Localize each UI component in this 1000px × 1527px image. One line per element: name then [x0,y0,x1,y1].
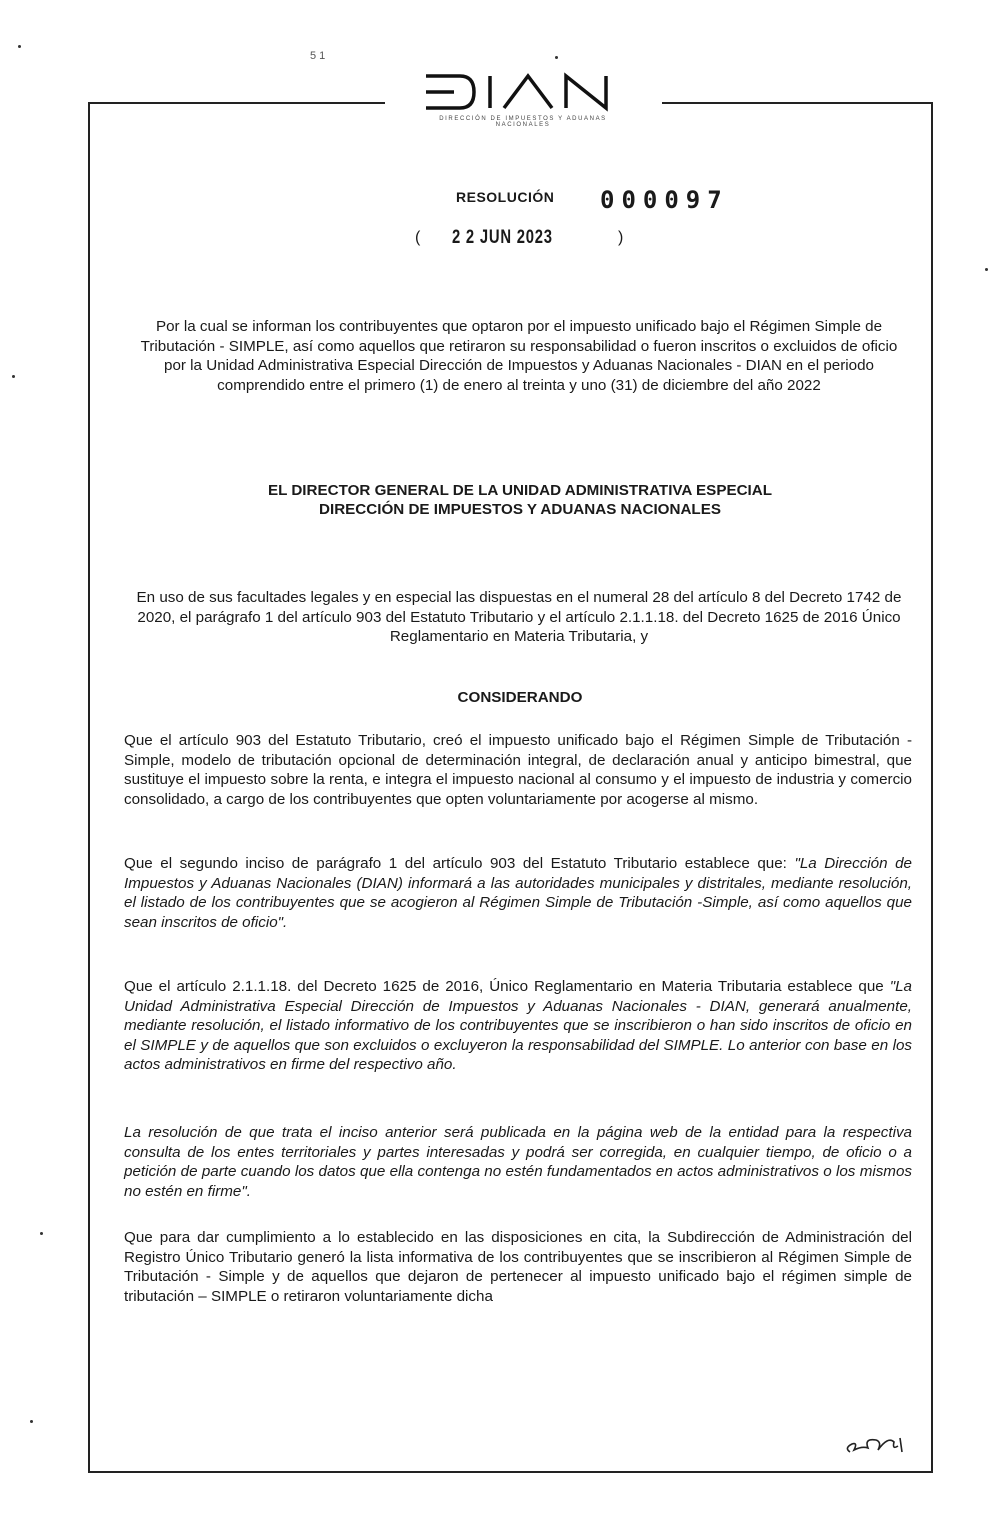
considerando-paragraph-3 [124,977,912,1075]
scan-speck [18,45,21,48]
director-heading [160,481,880,519]
date-paren-open: ( [415,229,421,246]
resolution-label: RESOLUCIÓN [456,189,555,205]
considerando-paragraph-5: Que para dar cumplimiento a lo establecido en las disposiciones en cita, la Subdirección de Administración del Registro Único Tributario generó la lista informativa de los contribuyentes que se inscribieron al Régimen Simple de Tributación - Simple y de aquellos que dejaron de pertenecer al impuesto unificado bajo el régimen simple de tributación – SIMPLE o retiraron voluntariamente dicha [124,1229,912,1305]
scan-speck [30,1420,33,1423]
considerando-paragraph-1: Que el artículo 903 del Estatuto Tributario, creó el impuesto unificado bajo el Régimen Simple de Tributación - Simple, modelo de tributación opcional de determinación integral, de declaración anual y anticipo bimestral, que sustituye el impuesto sobre la renta, e integra el impuesto nacional al consumo y el impuesto de industria y comercio consolidado, a cargo de los contribuyentes que opten voluntariamente por acogerse al mismo. [124,732,912,808]
frame-left-line [88,102,90,1472]
frame-top-right-line [662,102,933,104]
scan-speck [12,375,15,378]
paragraph-3-intro: Que el artículo 2.1.1.18. del Decreto 1625 de 2016, Único Reglamentario en Materia Tributaria establece que [124,978,890,995]
considerando-paragraph-2 [124,854,912,932]
paragraph-2-intro: Que el segundo inciso de parágrafo 1 del artículo 903 del Estatuto Tributario establece que: [124,855,795,872]
scan-speck [555,56,558,59]
legal-basis-paragraph: En uso de sus facultades legales y en especial las dispuestas en el numeral 28 del artículo 8 del Decreto 1742 de 2020, el parágrafo 1 del artículo 903 del Estatuto Tributario y el artículo 2.1.1.18. del Decreto 1625 de 2016 Único Reglamentario en Materia Tributaria, y [136,589,902,645]
date-paren-close: ) [618,229,624,246]
paragraph-3-quote: "La Unidad Administrativa Especial Dirección de Impuestos y Aduanas Nacionales - DIAN, generará anualmente, mediante resolución, el listado informativo de los contribuyentes que se inscribieron o han sido inscritos de oficio en el SIMPLE y de aquellos que son excluidos o excluyeron la responsabilidad del SIMPLE. Lo anterior con base en los actos administrativos en firme del respectivo año. [124,978,912,1073]
handwritten-initials [842,1428,912,1467]
resolution-subject: Por la cual se informan los contribuyentes que optaron por el impuesto unificado bajo el Régimen Simple de Tributación - SIMPLE, así como aquellos que retiraron su responsabilidad o fueron inscritos o excluidos de oficio por la Unidad Administrativa Especial Dirección de Impuestos y Aduanas Nacionales - DIAN en el periodo comprendido entre el primero (1) de enero al treinta y uno (31) de diciembre del año 2022 [140,318,898,394]
scan-mark: 51 [310,50,329,62]
logo-subtitle: DIRECCIÓN DE IMPUESTOS Y ADUANAS NACIONALES [439,116,607,128]
resolution-date: 2 2 JUN 2023 [452,227,553,248]
director-line-1: EL DIRECTOR GENERAL DE LA UNIDAD ADMINISTRATIVA ESPECIAL [267,482,773,499]
frame-bottom-line [88,1471,933,1473]
director-line-2: DIRECCIÓN DE IMPUESTOS Y ADUANAS NACIONALES [319,501,721,518]
resolution-number: 000097 [600,186,729,214]
scan-speck [985,268,988,271]
dian-logo-mark [420,68,620,114]
frame-top-left-line [88,102,385,104]
considerando-heading: CONSIDERANDO [457,689,583,706]
scan-speck [40,1232,43,1235]
paragraph-2-quote: "La Dirección de Impuestos y Aduanas Nacionales (DIAN) informará a las autoridades municipales y distritales, mediante resolución, el listado de los contribuyentes que se acogieron al Régimen Simple de Tributación -Simple, así como aquellos que sean inscritos de oficio". [124,855,913,931]
paragraph-4-quote: La resolución de que trata el inciso anterior será publicada en la página web de la entidad para la respectiva consulta de los entes territoriales y partes interesadas y podrá ser corregida, en cualquier tiempo, de oficio o a petición de parte cuando los datos que ella contenga no estén fundamentados en actos administrativos o los mismos no estén en firme". [124,1124,912,1200]
frame-right-line [931,102,933,1472]
considerando-paragraph-4 [124,1123,912,1201]
initials-scribble [842,1428,912,1462]
